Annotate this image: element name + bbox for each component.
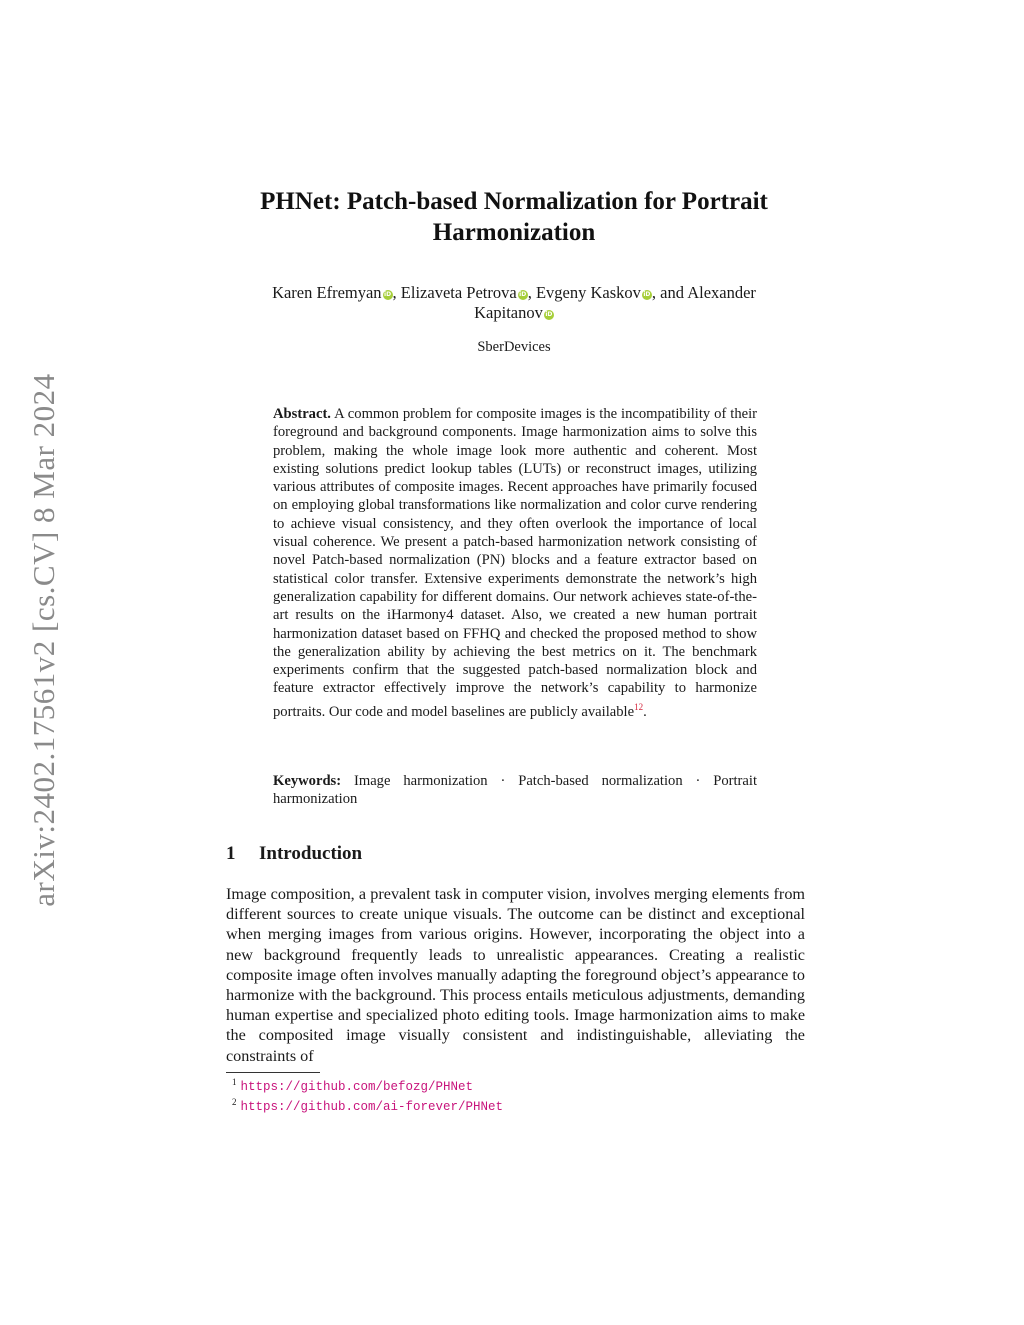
keywords-text: Image harmonization · Patch-based normalization · Portrait harmonization [273, 773, 757, 808]
paper-title [200, 186, 828, 248]
footnote-2 [232, 1097, 503, 1114]
section-body: Image composition, a prevalent task in computer vision, involves merging elements from different sources to create unique visuals. The outcome can be distinct and exceptional when merging images from various origins. However, incorporating the object into a new background frequently leads to unrealistic appearances. Creating a realistic composite image often involves manually adapting the foreground object’s appearance to harmonize with the background. This process entails meticulous adjustments, demanding human expertise and specialized photo editing tools. Image harmonization aims to make the composited image visually consistent and indistinguishable, alleviating the constraints of [226, 885, 805, 1065]
author-list: Karen Efremyan iD, Elizaveta Petrova iD, Evgeny Kaskov iD, and Alexander Kapitanov iD [272, 283, 756, 322]
orcid-icon[interactable]: iD [384, 291, 392, 298]
title-line-1: PHNet: Patch-based Normalization for Portrait [260, 188, 768, 215]
title-line-2: Harmonization [432, 219, 596, 246]
arxiv-identifier: arXiv:2402.17561v2 [cs.CV] 8 Mar 2024 [26, 373, 61, 907]
footnote-mark: 2 [232, 1097, 237, 1107]
orcid-icon[interactable]: iD [519, 291, 527, 298]
footnote-rule [226, 1072, 320, 1073]
footnote-link[interactable]: https://github.com/befozg/PHNet [240, 1080, 474, 1094]
orcid-icon[interactable]: iD [545, 311, 553, 318]
abstract-text: A common problem for composite images is the incompatibility of their foreground and background components. Image harmonization aims to solve this problem, making the whole image look more authentic and coherent. Most existing solutions predict lookup tables (LUTs) or reconstruct images, utilizing various attributes of composite images. Recent approaches have primarily focused on employing global transformations like normalization and color curve rendering to achieve visual consistency, and they often overlook the importance of local visual coherence. We present a patch-based harmonization network consisting of novel Patch-based normalization (PN) blocks and a feature extractor based on statistical color transfer. Extensive experiments demonstrate the network’s high generalization capability for different domains. Our network achieves state-of-the-art results on the iHarmony4 dataset. Also, we created a new human portrait harmonization dataset based on FFHQ and checked the proposed method to show the generalization ability by achieving the best metrics on it. The benchmark experiments confirm that the suggested patch-based normalization block and feature extractor effectively improve the network’s capability to harmonize portraits. Our code and model baselines are publicly available [273, 406, 758, 720]
section-title: Introduction [259, 843, 363, 864]
footnote-link[interactable]: https://github.com/ai-forever/PHNet [240, 1100, 504, 1114]
abstract-end: . [643, 703, 647, 720]
author-name-prefix: and Alexander [660, 283, 756, 302]
section-heading [226, 843, 362, 865]
author-name: Kapitanov [474, 303, 543, 322]
abstract [273, 405, 757, 721]
keywords-label: Keywords: [273, 773, 342, 789]
keywords [273, 772, 757, 809]
author-name: Evgeny Kaskov [535, 283, 641, 302]
footnote-1 [232, 1077, 473, 1094]
orcid-icon[interactable]: iD [643, 291, 651, 298]
author-name: Elizaveta Petrova [400, 283, 517, 302]
affiliation: SberDevices [477, 339, 551, 355]
footnote-mark: 1 [232, 1077, 237, 1087]
author-name: Karen Efremyan [272, 283, 382, 302]
abstract-label: Abstract. [273, 406, 331, 422]
footnote-ref[interactable]: 12 [634, 701, 644, 712]
section-number: 1 [226, 843, 236, 864]
